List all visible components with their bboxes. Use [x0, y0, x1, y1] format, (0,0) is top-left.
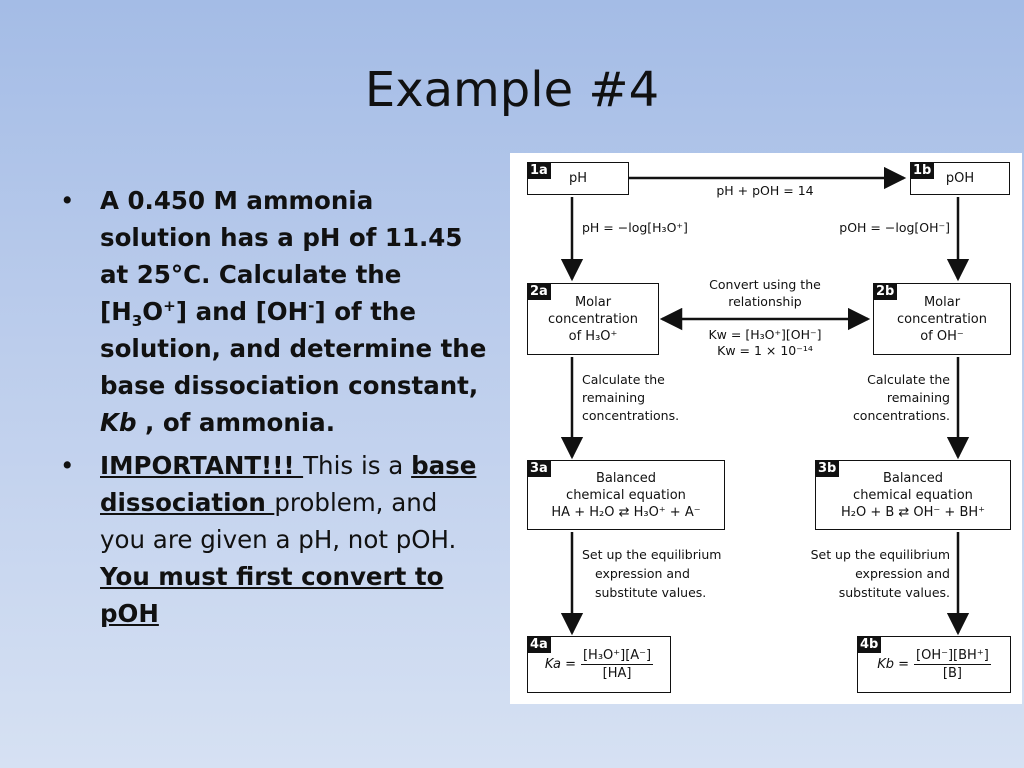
kb-denominator: [B]: [942, 666, 962, 681]
box-3b-base-equation: [815, 460, 1011, 530]
problem-sub-3: 3: [131, 311, 143, 330]
eq-ph-log: pH = −log[H₃O⁺]: [582, 220, 688, 235]
base-dissociation-label: base dissociation: [100, 451, 477, 517]
bullet-dot-icon: •: [60, 451, 75, 480]
box-2a-line1: Molar: [574, 294, 612, 310]
calc-right-line2: remaining: [886, 390, 950, 405]
setup-right-line1: Set up the equilibrium: [810, 547, 950, 562]
calc-left-line2: remaining: [582, 390, 646, 405]
box-1a-ph: [527, 162, 629, 195]
box-2b-oh: [873, 283, 1011, 355]
box-2a-line3: of H₃O⁺: [568, 328, 618, 344]
kb-fraction: [914, 647, 991, 682]
tag-1b: 1b: [910, 162, 934, 179]
box-1b-poh: [910, 162, 1010, 195]
box-3b-line1: Balanced: [882, 470, 944, 486]
box-1a-text: pH: [568, 171, 588, 186]
ka-fraction: [581, 647, 653, 682]
setup-left-line2: expression and: [595, 566, 690, 581]
box-4a-ka-expression: [527, 636, 671, 693]
eq-poh-log: pOH = −log[OH⁻]: [839, 220, 950, 235]
box-2a-h3o: [527, 283, 659, 355]
box-2a-line2: concentration: [547, 311, 639, 327]
box-3a-line3: HA + H₂O ⇄ H₃O⁺ + A⁻: [551, 504, 701, 520]
important-label: IMPORTANT!!!: [100, 451, 304, 480]
box-2b-line1: Molar: [923, 294, 961, 310]
bullet-dot-icon: •: [60, 186, 75, 215]
bullet-list: [60, 182, 490, 638]
box-3b-line3: H₂O + B ⇄ OH⁻ + BH⁺: [840, 504, 986, 520]
problem-kb: Kb: [100, 408, 137, 437]
box-1b-text: pOH: [945, 171, 975, 186]
problem-text-part5: , of ammonia.: [136, 408, 336, 437]
bullet-important-note: [60, 447, 490, 632]
ka-lhs: Ka =: [544, 657, 576, 672]
kw-product-eq: Kw = [H₃O⁺][OH⁻]: [708, 327, 822, 342]
important-text-part1: This is a: [303, 451, 412, 480]
important-text-part2: problem, and you are given a pH, not pOH.: [100, 488, 457, 554]
setup-right-line3: substitute values.: [838, 585, 950, 600]
box-2b-line2: concentration: [896, 311, 988, 327]
problem-sup-minus: -: [308, 296, 315, 315]
setup-left-line3: substitute values.: [595, 585, 707, 600]
tag-1a: 1a: [527, 162, 551, 179]
convert-to-poh-label: You must first convert to pOH: [100, 562, 444, 628]
box-4b-kb-expression: [857, 636, 1011, 693]
ka-numerator: [H₃O⁺][A⁻]: [582, 648, 652, 663]
kb-lhs: Kb =: [877, 657, 910, 672]
box-2b-line3: of OH⁻: [920, 328, 964, 344]
convert-label-line1: Convert using the: [709, 277, 821, 292]
problem-text-part4: ] of the solution, and determine the base dissociation constant,: [100, 297, 487, 400]
tag-2a: 2a: [527, 283, 551, 300]
ka-denominator: [HA]: [602, 666, 632, 681]
tag-2b: 2b: [873, 283, 897, 300]
problem-sup-plus: +: [163, 296, 176, 315]
setup-right-line2: expression and: [855, 566, 950, 581]
box-3a-line1: Balanced: [595, 470, 657, 486]
eq-ph-poh-sum: pH + pOH = 14: [716, 183, 814, 198]
slide-title: Example #4: [364, 62, 660, 118]
tag-3b: 3b: [815, 460, 839, 477]
box-3a-acid-equation: [527, 460, 725, 530]
kw-value-eq: Kw = 1 × 10⁻¹⁴: [717, 343, 813, 358]
problem-text-part2: O: [142, 297, 164, 326]
calc-left-line1: Calculate the: [582, 372, 665, 387]
convert-label-line2: relationship: [728, 294, 802, 309]
problem-text-part1: A 0.450 M ammonia solution has a pH of 11.45 at 25°C. Calculate the [H: [100, 186, 463, 326]
kb-numerator: [OH⁻][BH⁺]: [916, 648, 989, 663]
calc-left-line3: concentrations.: [582, 408, 680, 423]
setup-left-line1: Set up the equilibrium: [582, 547, 722, 562]
tag-4b: 4b: [857, 636, 881, 653]
calc-right-line1: Calculate the: [867, 372, 950, 387]
acid-base-flowchart: [510, 153, 1022, 704]
tag-4a: 4a: [527, 636, 551, 653]
problem-text-part3: ] and [OH: [175, 297, 309, 326]
calc-right-line3: concentrations.: [852, 408, 950, 423]
tag-3a: 3a: [527, 460, 551, 477]
box-3b-line2: chemical equation: [853, 487, 973, 503]
bullet-problem-statement: [60, 182, 490, 441]
box-3a-line2: chemical equation: [566, 487, 686, 503]
